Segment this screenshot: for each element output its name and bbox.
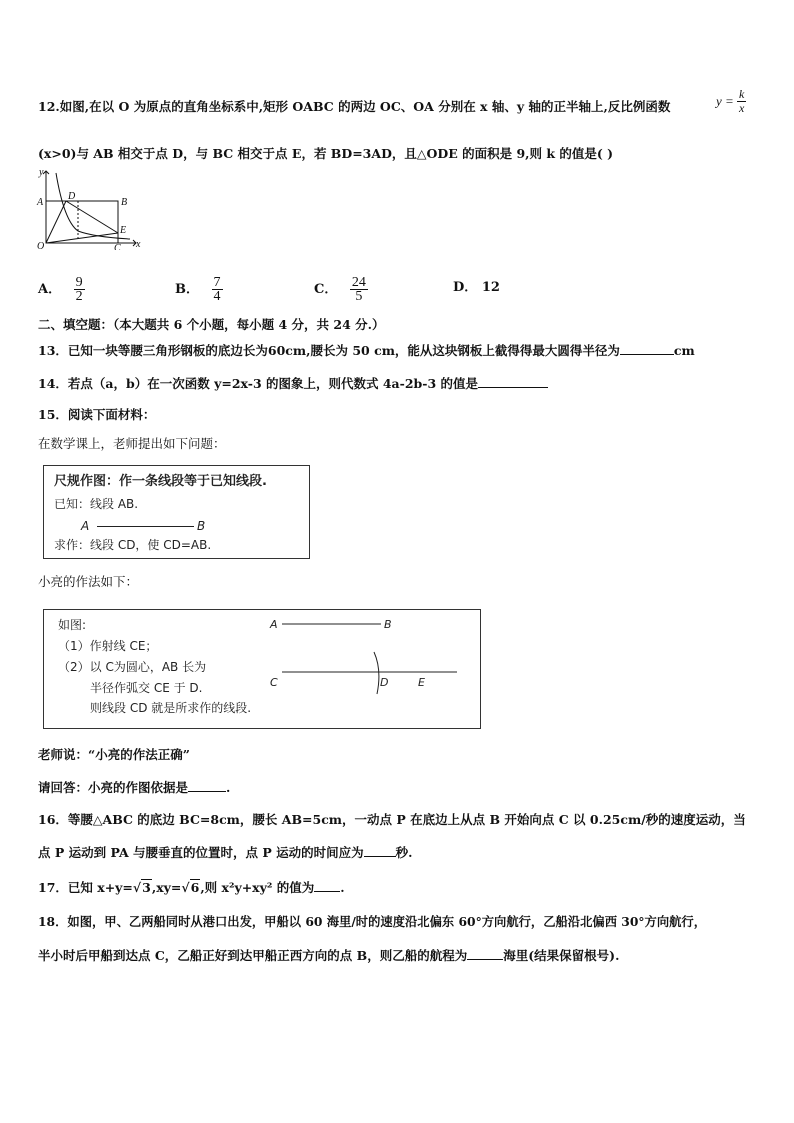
q16-line1: 16．等腰△ABC 的底边 BC=8cm，腰长 AB=5cm，一动点 P 在底边上从点 B 开始向点 C 以 0.25cm/秒的速度运动，当 [38, 812, 746, 827]
q18-blank [467, 946, 503, 960]
q17-root2: 6 [190, 880, 200, 895]
fig-label-b: B [121, 197, 128, 208]
q12-line2: (x>0)与 AB 相交于点 D，与 BC 相交于点 E，若 BD=3AD，且△ODE 的面积是 9,则 k 的值是( ) [38, 146, 614, 161]
q12-option-d [453, 276, 500, 295]
option-b-label: B． [175, 282, 199, 297]
q16-line2 [38, 843, 412, 862]
fig-label-y: y [39, 167, 44, 178]
q13-unit: cm [673, 343, 695, 358]
method-fig-d: D [380, 676, 389, 689]
q15-blank [188, 778, 226, 792]
q12-line1: 12.如图,在以 O 为原点的直角坐标系中,矩形 OABC 的两边 OC、OA 分别在 x 轴、y 轴的正半轴上,反比例函数 [38, 99, 671, 114]
q18-line2-text: 半小时后甲船到达点 C，乙船正好到达甲船正西方向的点 B，则乙船的航程为 [38, 948, 468, 963]
func-den: x [739, 101, 745, 115]
q17-mid: ,xy= [151, 880, 182, 895]
option-c-num: 24 [351, 275, 366, 290]
option-c-den: 5 [355, 289, 363, 304]
sqrt-icon: √ [181, 880, 190, 895]
q17 [38, 878, 345, 897]
fig-label-o: O [37, 241, 45, 250]
q13-text: 13．已知一块等腰三角形钢板的底边长为60cm,腰长为 50 cm，能从这块钢板上截得得最大圆得半径为 [38, 343, 620, 358]
func-fraction [737, 88, 746, 115]
q15-end: . [226, 780, 231, 795]
q14-text: 14．若点（a，b）在一次函数 y=2x-3 的图象上，则代数式 4a-2b-3 的值是 [38, 376, 479, 391]
fig-label-a: A [37, 197, 44, 208]
q15-teacher: 老师说：“小亮的作法正确” [38, 747, 190, 762]
problem-box [43, 465, 310, 559]
q17-post: ,则 x²y+xy² 的值为 [200, 880, 315, 895]
q15-intro: 在数学课上，老师提出如下问题： [38, 436, 226, 451]
option-c-label: C． [314, 282, 338, 297]
method-line5: 则线段 CD 就是所求作的线段. [90, 701, 252, 715]
q18-end: 海里(结果保留根号). [503, 948, 620, 963]
option-d-value: 12 [481, 280, 500, 295]
method-figure [264, 614, 474, 724]
q17-pre: 17．已知 x+y= [38, 880, 133, 895]
fig-label-e: E [120, 225, 127, 236]
problem-label-b: B [197, 519, 206, 533]
segment-ab [97, 526, 194, 527]
q15-question [38, 778, 230, 797]
method-fig-e: E [418, 676, 425, 689]
problem-label-a: A [81, 519, 90, 533]
q12-function [716, 88, 746, 115]
method-fig-c: C [270, 676, 278, 689]
q17-end: . [340, 880, 345, 895]
q16-blank [364, 843, 396, 857]
sqrt-icon: √ [132, 880, 142, 895]
option-a-label: A． [38, 282, 62, 297]
q18-line1: 18．如图，甲、乙两船同时从港口出发，甲船以 60 海里/时的速度沿北偏东 60°方向航行，乙船沿北偏西 30°方向航行， [38, 914, 707, 929]
method-line3: （2）以 C为圆心，AB 长为 [58, 660, 207, 674]
method-fig-b: B [384, 618, 392, 631]
q16-line2-text: 点 P 运动到 PA 与腰垂直的位置时，点 P 运动的时间应为 [38, 845, 364, 860]
q12-option-a [38, 276, 85, 303]
q17-blank [314, 878, 340, 892]
fig-label-c: C [114, 243, 121, 250]
q18-line2 [38, 946, 619, 965]
method-box [43, 609, 481, 729]
option-d-label: D． [453, 280, 478, 295]
q15-title: 15．阅读下面材料： [38, 407, 156, 422]
fig-label-d: D [68, 191, 76, 202]
q12-option-b [175, 276, 223, 303]
method-line1: 如图: [58, 618, 87, 632]
option-a-num: 9 [75, 275, 83, 290]
option-b-num: 7 [213, 275, 221, 290]
method-line2: （1）作射线 CE； [58, 639, 158, 653]
q14-blank [478, 374, 548, 388]
q12-option-c [314, 276, 368, 303]
q12-figure [34, 165, 144, 250]
q16-unit: 秒. [395, 845, 413, 860]
fig-label-x: x [136, 239, 141, 250]
option-b-den: 4 [213, 289, 221, 304]
q17-root1: 3 [142, 880, 151, 895]
method-line4: 半径作弧交 CE 于 D. [90, 681, 203, 695]
q15-method-intro: 小亮的作法如下： [38, 574, 139, 589]
option-a-den: 2 [75, 289, 83, 304]
section-title: 二、填空题：（本大题共 6 个小题，每小题 4 分，共 24 分.） [38, 317, 385, 332]
problem-given: 已知：线段 AB. [54, 497, 139, 511]
q15-question-text: 请回答：小亮的作图依据是 [38, 780, 189, 795]
func-num: k [739, 87, 745, 101]
problem-task: 求作：线段 CD，使 CD=AB. [54, 538, 212, 552]
q13 [38, 341, 695, 360]
q14 [38, 374, 548, 393]
problem-heading: 尺规作图：作一条线段等于已知线段. [54, 474, 267, 489]
q13-blank [620, 341, 674, 355]
method-fig-a: A [270, 618, 278, 631]
func-lhs: y = [716, 93, 734, 109]
